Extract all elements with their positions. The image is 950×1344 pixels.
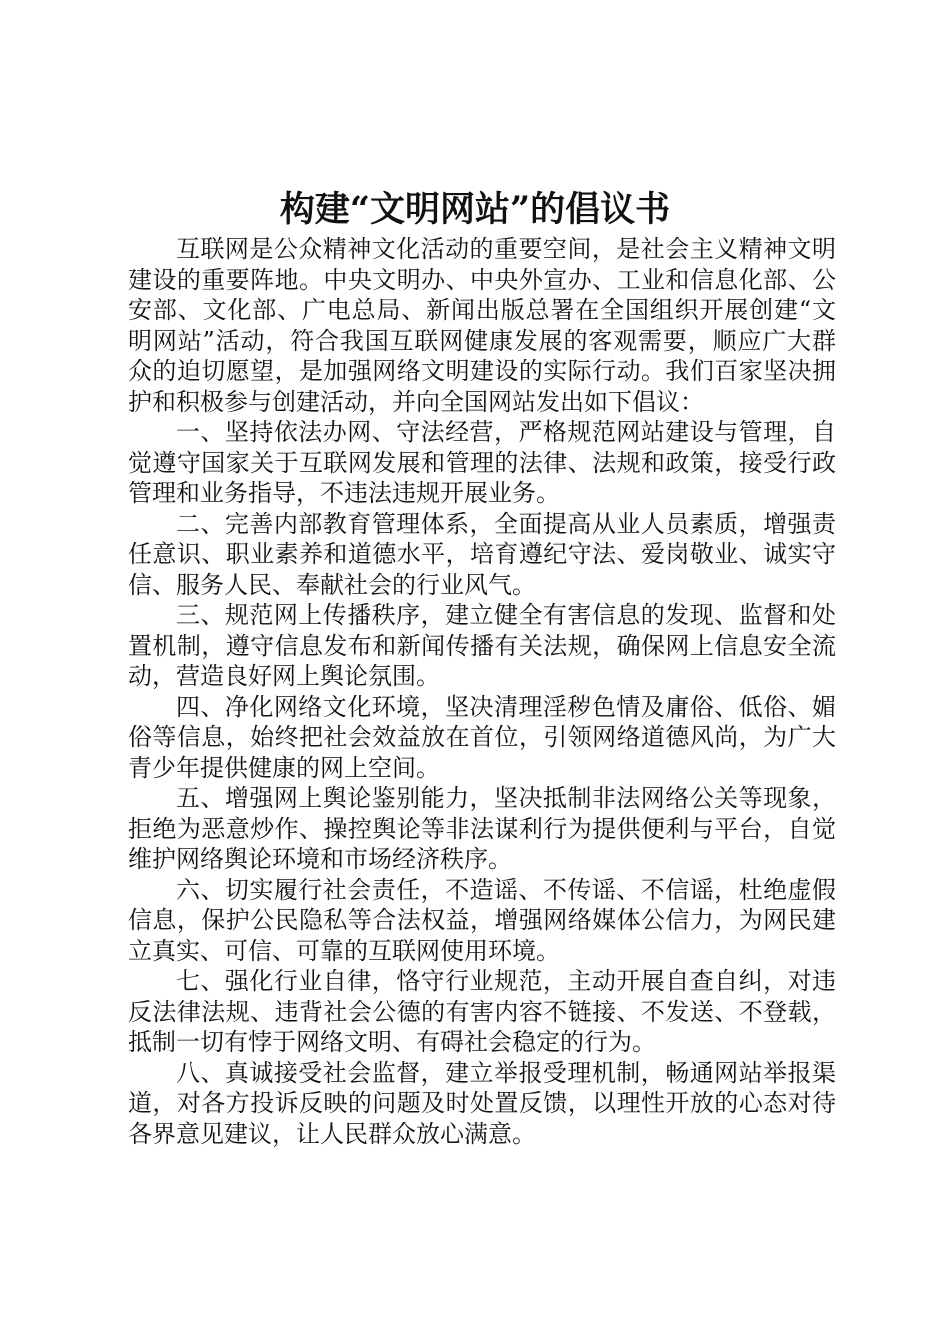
proposal-paragraph-6: 六、切实履行社会责任，不造谣、不传谣、不信谣，杜绝虚假信息，保护公民隐私等合法权益，增强网络媒体公信力，为网民建立真实、可信、可靠的互联网使用环境。 bbox=[128, 875, 836, 965]
proposal-paragraph-5: 五、增强网上舆论鉴别能力，坚决抵制非法网络公关等现象，拒绝为恶意炒作、操控舆论等非法谋利行为提供便利与平台，自觉维护网络舆论环境和市场经济秩序。 bbox=[128, 784, 836, 873]
proposal-paragraph-7: 七、强化行业自律，恪守行业规范，主动开展自查自纠，对违反法律法规、违背社会公德的有害内容不链接、不发送、不登载，抵制一切有悖于网络文明、有碍社会稳定的行为。 bbox=[128, 967, 836, 1056]
proposal-paragraph-8: 八、真诚接受社会监督，建立举报受理机制，畅通网站举报渠道，对各方投诉反映的问题及时处置反馈，以理性开放的心态对待各界意见建议，让人民群众放心满意。 bbox=[128, 1058, 836, 1148]
proposal-paragraph-1: 一、坚持依法办网、守法经营，严格规范网站建设与管理，自觉遵守国家关于互联网发展和管理的法律、法规和政策，接受行政管理和业务指导，不违法违规开展业务。 bbox=[128, 418, 836, 507]
proposal-paragraph-2: 二、完善内部教育管理体系，全面提高从业人员素质，增强责任意识、职业素养和道德水平，培育遵纪守法、爱岗敬业、诚实守信、服务人民、奉献社会的行业风气。 bbox=[128, 509, 836, 599]
document-body bbox=[128, 234, 836, 1149]
intro-paragraph: 互联网是公众精神文化活动的重要空间，是社会主义精神文明建设的重要阵地。中央文明办、中央外宣办、工业和信息化部、公安部、文化部、广电总局、新闻出版总署在全国组织开展创建“文明网站”活动，符合我国互联网健康发展的客观需要，顺应广大群众的迫切愿望，是加强网络文明建设的实际行动。我们百家坚决拥护和积极参与创建活动，并向全国网站发出如下倡议： bbox=[128, 235, 836, 416]
document-title: 构建“文明网站”的倡议书 bbox=[279, 189, 671, 230]
proposal-paragraph-4: 四、净化网络文化环境，坚决清理淫秽色情及庸俗、低俗、媚俗等信息，始终把社会效益放在首位，引领网络道德风尚，为广大青少年提供健康的网上空间。 bbox=[128, 692, 836, 782]
proposal-paragraph-3: 三、规范网上传播秩序，建立健全有害信息的发现、监督和处置机制，遵守信息发布和新闻传播有关法规，确保网上信息安全流动，营造良好网上舆论氛围。 bbox=[128, 601, 836, 690]
